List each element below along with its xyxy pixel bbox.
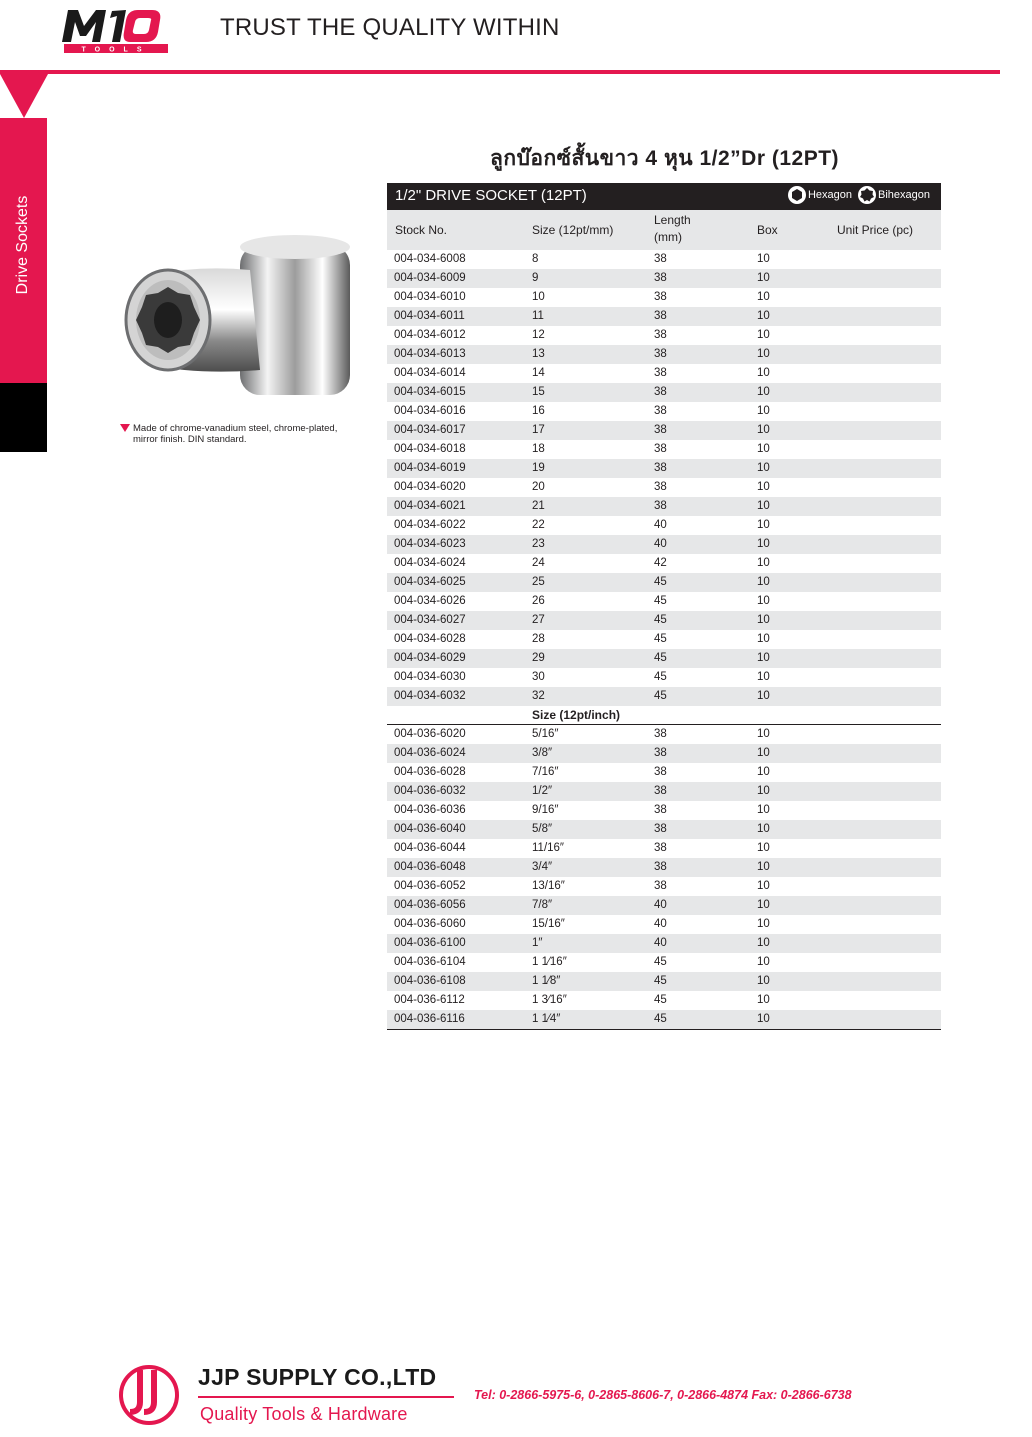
inch-subheader: Size (12pt/inch) [532, 708, 621, 722]
cell-size: 29 [532, 652, 545, 664]
cell-length: 38 [654, 747, 667, 759]
cell-length: 38 [654, 880, 667, 892]
table-row [387, 402, 941, 421]
cell-size: 16 [532, 405, 545, 417]
footer-divider [198, 1396, 454, 1398]
table-row [387, 782, 941, 801]
cell-size: 15 [532, 386, 545, 398]
header-stock-no: Stock No. [395, 223, 448, 237]
cell-size: 8 [532, 253, 539, 265]
cell-length: 45 [654, 652, 667, 664]
cell-length: 40 [654, 937, 667, 949]
table-row [387, 687, 941, 706]
cell-length: 38 [654, 253, 667, 265]
cell-length: 45 [654, 690, 667, 702]
cell-length: 40 [654, 899, 667, 911]
cell-stock-no: 004-034-6030 [394, 671, 466, 683]
table-row [387, 649, 941, 668]
cell-stock-no: 004-034-6023 [394, 538, 466, 550]
product-note: Made of chrome-vanadium steel, chrome-plated, mirror finish. DIN standard. [133, 423, 338, 445]
cell-stock-no: 004-034-6022 [394, 519, 466, 531]
table-row [387, 1010, 941, 1029]
cell-stock-no: 004-034-6024 [394, 557, 466, 569]
cell-box: 10 [757, 386, 770, 398]
cell-size: 30 [532, 671, 545, 683]
product-title: ลูกบ๊อกซ์สั้นขาว 4 หุน 1/2”Dr (12PT) [489, 147, 840, 170]
cell-box: 10 [757, 538, 770, 550]
legend-hexagon-label: Hexagon [807, 189, 852, 201]
cell-stock-no: 004-036-6060 [394, 918, 466, 930]
table-row [387, 497, 941, 516]
cell-box: 10 [757, 576, 770, 588]
cell-size: 1 1⁄16″ [532, 956, 567, 968]
cell-box: 10 [757, 595, 770, 607]
cell-length: 38 [654, 329, 667, 341]
cell-stock-no: 004-034-6027 [394, 614, 466, 626]
cell-length: 38 [654, 481, 667, 493]
cell-box: 10 [757, 937, 770, 949]
cell-size: 7/16″ [532, 766, 559, 778]
table-title-bar [387, 183, 941, 210]
cell-box: 10 [757, 424, 770, 436]
table-row [387, 611, 941, 630]
table-row [387, 516, 941, 535]
cell-size: 22 [532, 519, 545, 531]
cell-stock-no: 004-036-6056 [394, 899, 466, 911]
header-box: Box [757, 223, 778, 237]
company-slogan: Quality Tools & Hardware [200, 1404, 408, 1424]
cell-size: 13/16″ [532, 880, 565, 892]
table-row [387, 535, 941, 554]
cell-size: 1/2″ [532, 785, 553, 797]
cell-length: 45 [654, 975, 667, 987]
table-row [387, 383, 941, 402]
cell-box: 10 [757, 880, 770, 892]
legend-bihexagon-label: Bihexagon [878, 189, 930, 201]
table-row [387, 668, 941, 687]
cell-size: 3/4″ [532, 861, 553, 873]
cell-box: 10 [757, 671, 770, 683]
cell-length: 40 [654, 519, 667, 531]
cell-length: 45 [654, 1013, 667, 1025]
cell-length: 45 [654, 576, 667, 588]
table-row [387, 326, 941, 345]
header-length-unit: (mm) [654, 230, 682, 244]
cell-size: 3/8″ [532, 747, 553, 759]
cell-stock-no: 004-034-6019 [394, 462, 466, 474]
cell-box: 10 [757, 690, 770, 702]
cell-box: 10 [757, 766, 770, 778]
table-row [387, 288, 941, 307]
table-row [387, 421, 941, 440]
section-tab-marker [0, 383, 47, 452]
metric-rows [387, 250, 941, 706]
cell-stock-no: 004-034-6032 [394, 690, 466, 702]
cell-length: 38 [654, 462, 667, 474]
cell-size: 5/8″ [532, 823, 553, 835]
cell-stock-no: 004-036-6052 [394, 880, 466, 892]
cell-length: 38 [654, 766, 667, 778]
table-row [387, 307, 941, 326]
cell-stock-no: 004-034-6014 [394, 367, 466, 379]
cell-length: 45 [654, 994, 667, 1006]
cell-box: 10 [757, 918, 770, 930]
cell-length: 38 [654, 804, 667, 816]
tagline: TRUST THE QUALITY WITHIN [220, 14, 560, 41]
hexagon-icon [787, 185, 807, 205]
cell-stock-no: 004-034-6028 [394, 633, 466, 645]
cell-stock-no: 004-034-6025 [394, 576, 466, 588]
cell-box: 10 [757, 519, 770, 531]
cell-size: 11 [532, 310, 544, 322]
cell-stock-no: 004-034-6020 [394, 481, 466, 493]
table-row [387, 725, 941, 744]
table-row [387, 573, 941, 592]
cell-stock-no: 004-036-6020 [394, 728, 466, 740]
inch-rows [387, 725, 941, 1029]
cell-length: 45 [654, 614, 667, 626]
cell-size: 9 [532, 272, 539, 284]
cell-stock-no: 004-034-6018 [394, 443, 466, 455]
table-row [387, 744, 941, 763]
cell-stock-no: 004-034-6029 [394, 652, 466, 664]
triangle-pointer-icon [0, 74, 48, 118]
cell-box: 10 [757, 785, 770, 797]
header-size: Size (12pt/mm) [532, 223, 614, 237]
cell-length: 45 [654, 595, 667, 607]
cell-size: 1 1⁄8″ [532, 975, 561, 987]
cell-stock-no: 004-034-6011 [394, 310, 465, 322]
cell-box: 10 [757, 557, 770, 569]
cell-size: 10 [532, 291, 545, 303]
table-row [387, 630, 941, 649]
cell-box: 10 [757, 1013, 770, 1025]
cell-length: 38 [654, 367, 667, 379]
cell-length: 40 [654, 538, 667, 550]
cell-size: 27 [532, 614, 545, 626]
cell-size: 21 [532, 500, 545, 512]
cell-stock-no: 004-036-6044 [394, 842, 466, 854]
cell-stock-no: 004-036-6116 [394, 1013, 465, 1025]
table-bottom-rule [387, 1029, 941, 1030]
cell-length: 45 [654, 671, 667, 683]
cell-length: 42 [654, 557, 667, 569]
table-row [387, 763, 941, 782]
company-name: JJP SUPPLY CO.,LTD [198, 1364, 437, 1390]
cell-stock-no: 004-036-6108 [394, 975, 466, 987]
cell-box: 10 [757, 804, 770, 816]
cell-stock-no: 004-036-6036 [394, 804, 466, 816]
cell-box: 10 [757, 329, 770, 341]
cell-size: 1 1⁄4″ [532, 1013, 561, 1025]
section-tab-label: Drive Sockets [14, 195, 31, 295]
table-row [387, 953, 941, 972]
cell-stock-no: 004-034-6010 [394, 291, 466, 303]
cell-box: 10 [757, 728, 770, 740]
cell-size: 19 [532, 462, 545, 474]
cell-stock-no: 004-036-6024 [394, 747, 466, 759]
cell-length: 38 [654, 291, 667, 303]
cell-box: 10 [757, 348, 770, 360]
cell-box: 10 [757, 405, 770, 417]
cell-length: 38 [654, 348, 667, 360]
cell-length: 38 [654, 785, 667, 797]
table-row [387, 972, 941, 991]
cell-size: 5/16″ [532, 728, 559, 740]
table-row [387, 459, 941, 478]
svg-text:TOOLS: TOOLS [81, 46, 151, 54]
inch-subheader-row [387, 706, 941, 725]
cell-stock-no: 004-034-6008 [394, 253, 466, 265]
shape-legend [787, 185, 935, 205]
cell-stock-no: 004-036-6040 [394, 823, 466, 835]
table-row [387, 991, 941, 1010]
table-row [387, 250, 941, 269]
bihexagon-icon [857, 185, 877, 205]
cell-stock-no: 004-034-6026 [394, 595, 466, 607]
cell-stock-no: 004-036-6100 [394, 937, 466, 949]
cell-size: 32 [532, 690, 545, 702]
m10-tools-logo [62, 6, 170, 54]
cell-box: 10 [757, 443, 770, 455]
cell-stock-no: 004-034-6016 [394, 405, 466, 417]
cell-stock-no: 004-036-6048 [394, 861, 466, 873]
cell-size: 23 [532, 538, 545, 550]
cell-box: 10 [757, 652, 770, 664]
cell-box: 10 [757, 291, 770, 303]
cell-length: 38 [654, 861, 667, 873]
cell-box: 10 [757, 481, 770, 493]
cell-stock-no: 004-036-6112 [394, 994, 465, 1006]
table-row [387, 934, 941, 953]
cell-size: 25 [532, 576, 545, 588]
cell-size: 12 [532, 329, 545, 341]
cell-size: 18 [532, 443, 545, 455]
cell-size: 1″ [532, 937, 543, 949]
cell-stock-no: 004-034-6015 [394, 386, 466, 398]
table-row [387, 592, 941, 611]
cell-size: 15/16″ [532, 918, 565, 930]
cell-length: 38 [654, 424, 667, 436]
cell-box: 10 [757, 253, 770, 265]
cell-length: 38 [654, 500, 667, 512]
cell-length: 40 [654, 918, 667, 930]
cell-size: 28 [532, 633, 545, 645]
cell-length: 38 [654, 310, 667, 322]
cell-size: 7/8″ [532, 899, 553, 911]
cell-box: 10 [757, 842, 770, 854]
cell-stock-no: 004-036-6104 [394, 956, 466, 968]
table-row [387, 915, 941, 934]
table-title: 1/2" DRIVE SOCKET (12PT) [395, 187, 587, 204]
cell-size: 1 3⁄16″ [532, 994, 567, 1006]
table-row [387, 478, 941, 497]
cell-length: 38 [654, 728, 667, 740]
header-divider [0, 70, 1000, 74]
cell-box: 10 [757, 633, 770, 645]
cell-box: 10 [757, 994, 770, 1006]
table-row [387, 801, 941, 820]
cell-length: 45 [654, 633, 667, 645]
note-bullet-icon [120, 424, 130, 432]
cell-box: 10 [757, 747, 770, 759]
cell-size: 11/16″ [532, 842, 564, 854]
table-row [387, 839, 941, 858]
cell-size: 17 [532, 424, 545, 436]
cell-box: 10 [757, 500, 770, 512]
cell-stock-no: 004-034-6017 [394, 424, 466, 436]
cell-stock-no: 004-034-6009 [394, 272, 466, 284]
jjp-logo [118, 1362, 180, 1426]
table-row [387, 820, 941, 839]
table-row [387, 440, 941, 459]
cell-box: 10 [757, 614, 770, 626]
cell-box: 10 [757, 956, 770, 968]
socket-table [387, 183, 941, 1030]
header-length: Length [654, 213, 691, 227]
socket-product-image [110, 225, 360, 410]
cell-size: 9/16″ [532, 804, 559, 816]
cell-length: 38 [654, 272, 667, 284]
cell-size: 26 [532, 595, 545, 607]
cell-box: 10 [757, 462, 770, 474]
cell-stock-no: 004-036-6028 [394, 766, 466, 778]
cell-box: 10 [757, 367, 770, 379]
cell-box: 10 [757, 975, 770, 987]
table-row [387, 269, 941, 288]
cell-size: 13 [532, 348, 545, 360]
cell-box: 10 [757, 310, 770, 322]
table-row [387, 858, 941, 877]
table-row [387, 364, 941, 383]
table-row [387, 554, 941, 573]
cell-length: 45 [654, 956, 667, 968]
cell-length: 38 [654, 443, 667, 455]
cell-length: 38 [654, 386, 667, 398]
contact-info: Tel: 0-2866-5975-6, 0-2865-8606-7, 0-2866-4874 Fax: 0-2866-6738 [474, 1388, 852, 1402]
table-row [387, 345, 941, 364]
cell-size: 24 [532, 557, 545, 569]
cell-box: 10 [757, 272, 770, 284]
cell-length: 38 [654, 823, 667, 835]
cell-stock-no: 004-034-6012 [394, 329, 466, 341]
table-header-row [387, 210, 941, 250]
cell-box: 10 [757, 861, 770, 873]
table-row [387, 877, 941, 896]
cell-size: 14 [532, 367, 545, 379]
cell-box: 10 [757, 823, 770, 835]
cell-stock-no: 004-034-6013 [394, 348, 466, 360]
cell-stock-no: 004-036-6032 [394, 785, 466, 797]
table-row [387, 896, 941, 915]
cell-size: 20 [532, 481, 545, 493]
cell-stock-no: 004-034-6021 [394, 500, 466, 512]
header-unit-price: Unit Price (pc) [837, 223, 914, 237]
cell-length: 38 [654, 842, 667, 854]
cell-box: 10 [757, 899, 770, 911]
cell-length: 38 [654, 405, 667, 417]
